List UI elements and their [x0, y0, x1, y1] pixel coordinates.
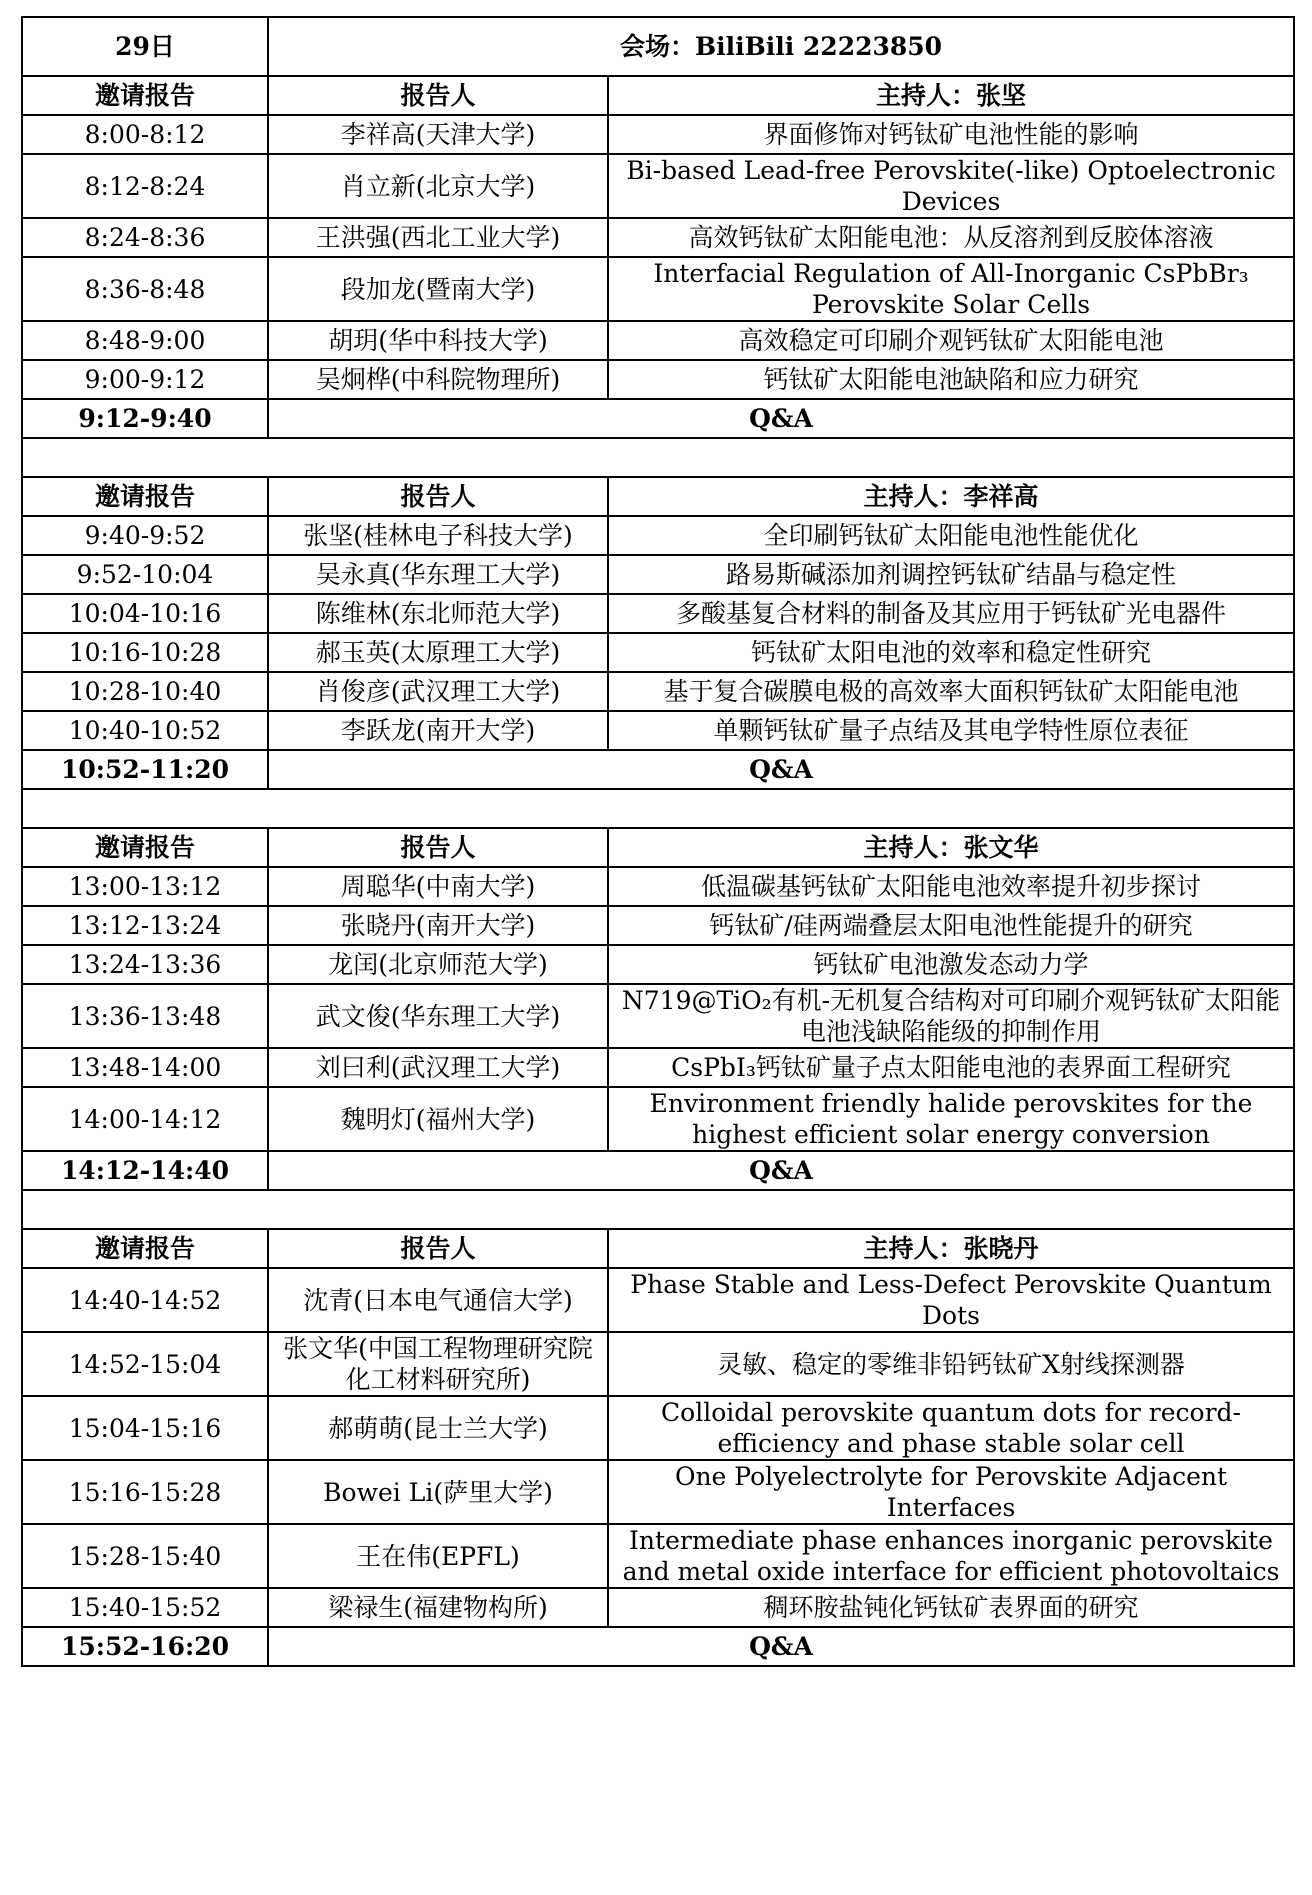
talk-speaker: 吴炯桦(中科院物理所) [268, 360, 608, 399]
col-header-invited-talk: 邀请报告 [22, 76, 268, 115]
talk-row [22, 1268, 1294, 1332]
talk-time: 8:36-8:48 [22, 257, 268, 321]
talk-title: N719@TiO₂有机-无机复合结构对可印刷介观钙钛矿太阳能电池浅缺陷能级的抑制作用 [608, 984, 1294, 1048]
col-header-speaker: 报告人 [268, 828, 608, 867]
talk-speaker: 肖俊彦(武汉理工大学) [268, 672, 608, 711]
talk-speaker: 肖立新(北京大学) [268, 154, 608, 218]
talk-title: 高效钙钛矿太阳能电池：从反溶剂到反胶体溶液 [608, 218, 1294, 257]
talk-title: Colloidal perovskite quantum dots for record-efficiency and phase stable solar cell [608, 1396, 1294, 1460]
qa-row [22, 750, 1294, 789]
talk-speaker: 张文华(中国工程物理研究院化工材料研究所) [268, 1332, 608, 1396]
talk-speaker: 龙闰(北京师范大学) [268, 945, 608, 984]
day-label: 29日 [22, 17, 268, 76]
talk-speaker: 王洪强(西北工业大学) [268, 218, 608, 257]
qa-label: Q&A [268, 399, 1294, 438]
session-header-row [22, 828, 1294, 867]
talk-time: 15:40-15:52 [22, 1588, 268, 1627]
col-header-host: 主持人：李祥高 [608, 477, 1294, 516]
talk-time: 8:12-8:24 [22, 154, 268, 218]
talk-title: 全印刷钙钛矿太阳能电池性能优化 [608, 516, 1294, 555]
qa-row [22, 1627, 1294, 1666]
talk-row [22, 867, 1294, 906]
talk-speaker: 魏明灯(福州大学) [268, 1087, 608, 1151]
talk-speaker: 沈青(日本电气通信大学) [268, 1268, 608, 1332]
talk-title: Intermediate phase enhances inorganic perovskite and metal oxide interface for efficient photovoltaics [608, 1524, 1294, 1588]
talk-row [22, 1588, 1294, 1627]
talk-row [22, 1460, 1294, 1524]
talk-speaker: 张坚(桂林电子科技大学) [268, 516, 608, 555]
talk-speaker: 武文俊(华东理工大学) [268, 984, 608, 1048]
talk-row [22, 555, 1294, 594]
talk-title: 钙钛矿太阳能电池缺陷和应力研究 [608, 360, 1294, 399]
talk-time: 13:12-13:24 [22, 906, 268, 945]
spacer-cell [22, 1190, 1294, 1229]
talk-row [22, 218, 1294, 257]
talk-time: 9:40-9:52 [22, 516, 268, 555]
talk-title: 路易斯碱添加剂调控钙钛矿结晶与稳定性 [608, 555, 1294, 594]
talk-title: 钙钛矿电池激发态动力学 [608, 945, 1294, 984]
qa-row [22, 1151, 1294, 1190]
talk-speaker: 张晓丹(南开大学) [268, 906, 608, 945]
col-header-speaker: 报告人 [268, 477, 608, 516]
spacer-cell [22, 789, 1294, 828]
session-header-row [22, 477, 1294, 516]
talk-speaker: 郝玉英(太原理工大学) [268, 633, 608, 672]
talk-row [22, 984, 1294, 1048]
col-header-host: 主持人：张文华 [608, 828, 1294, 867]
talk-title: 单颗钙钛矿量子点结及其电学特性原位表征 [608, 711, 1294, 750]
session-header-row [22, 76, 1294, 115]
talk-title: 界面修饰对钙钛矿电池性能的影响 [608, 115, 1294, 154]
talk-time: 13:00-13:12 [22, 867, 268, 906]
talk-time: 10:28-10:40 [22, 672, 268, 711]
talk-row [22, 906, 1294, 945]
talk-speaker: 周聪华(中南大学) [268, 867, 608, 906]
talk-time: 14:40-14:52 [22, 1268, 268, 1332]
session-spacer [22, 438, 1294, 477]
talk-speaker: 陈维林(东北师范大学) [268, 594, 608, 633]
qa-label: Q&A [268, 1151, 1294, 1190]
talk-time: 9:52-10:04 [22, 555, 268, 594]
qa-row [22, 399, 1294, 438]
talk-row [22, 633, 1294, 672]
talk-title: Bi-based Lead-free Perovskite(-like) Optoelectronic Devices [608, 154, 1294, 218]
talk-time: 10:04-10:16 [22, 594, 268, 633]
talk-row [22, 594, 1294, 633]
talk-time: 14:00-14:12 [22, 1087, 268, 1151]
talk-speaker: 李跃龙(南开大学) [268, 711, 608, 750]
talk-row [22, 1396, 1294, 1460]
col-header-host: 主持人：张坚 [608, 76, 1294, 115]
talk-speaker: 段加龙(暨南大学) [268, 257, 608, 321]
schedule-table [21, 16, 1295, 1667]
talk-row [22, 1048, 1294, 1087]
talk-row [22, 711, 1294, 750]
talk-time: 8:00-8:12 [22, 115, 268, 154]
talk-title: 低温碳基钙钛矿太阳能电池效率提升初步探讨 [608, 867, 1294, 906]
talk-row [22, 672, 1294, 711]
talk-time: 13:36-13:48 [22, 984, 268, 1048]
talk-speaker: 王在伟(EPFL) [268, 1524, 608, 1588]
talk-time: 13:48-14:00 [22, 1048, 268, 1087]
talk-speaker: 李祥高(天津大学) [268, 115, 608, 154]
col-header-invited-talk: 邀请报告 [22, 1229, 268, 1268]
talk-row [22, 115, 1294, 154]
talk-time: 10:40-10:52 [22, 711, 268, 750]
talk-time: 9:00-9:12 [22, 360, 268, 399]
talk-time: 13:24-13:36 [22, 945, 268, 984]
talk-row [22, 154, 1294, 218]
talk-row [22, 360, 1294, 399]
session-header-row [22, 1229, 1294, 1268]
qa-time: 9:12-9:40 [22, 399, 268, 438]
col-header-speaker: 报告人 [268, 1229, 608, 1268]
talk-time: 15:04-15:16 [22, 1396, 268, 1460]
qa-time: 15:52-16:20 [22, 1627, 268, 1666]
talk-speaker: 梁禄生(福建物构所) [268, 1588, 608, 1627]
talk-row [22, 1087, 1294, 1151]
talk-row [22, 321, 1294, 360]
title-row [22, 17, 1294, 76]
talk-title: 钙钛矿太阳电池的效率和稳定性研究 [608, 633, 1294, 672]
talk-title: Interfacial Regulation of All-Inorganic CsPbBr₃ Perovskite Solar Cells [608, 257, 1294, 321]
talk-time: 10:16-10:28 [22, 633, 268, 672]
talk-title: One Polyelectrolyte for Perovskite Adjacent Interfaces [608, 1460, 1294, 1524]
qa-time: 14:12-14:40 [22, 1151, 268, 1190]
talk-row [22, 257, 1294, 321]
talk-speaker: Bowei Li(萨里大学) [268, 1460, 608, 1524]
talk-time: 15:28-15:40 [22, 1524, 268, 1588]
talk-time: 14:52-15:04 [22, 1332, 268, 1396]
talk-title: 高效稳定可印刷介观钙钛矿太阳能电池 [608, 321, 1294, 360]
talk-row [22, 945, 1294, 984]
spacer-cell [22, 438, 1294, 477]
talk-row [22, 1332, 1294, 1396]
col-header-invited-talk: 邀请报告 [22, 828, 268, 867]
talk-title: Environment friendly halide perovskites for the highest efficient solar energy conversion [608, 1087, 1294, 1151]
qa-time: 10:52-11:20 [22, 750, 268, 789]
col-header-invited-talk: 邀请报告 [22, 477, 268, 516]
talk-title: 基于复合碳膜电极的高效率大面积钙钛矿太阳能电池 [608, 672, 1294, 711]
talk-time: 15:16-15:28 [22, 1460, 268, 1524]
qa-label: Q&A [268, 750, 1294, 789]
talk-time: 8:48-9:00 [22, 321, 268, 360]
talk-title: 多酸基复合材料的制备及其应用于钙钛矿光电器件 [608, 594, 1294, 633]
talk-time: 8:24-8:36 [22, 218, 268, 257]
talk-title: CsPbI₃钙钛矿量子点太阳能电池的表界面工程研究 [608, 1048, 1294, 1087]
col-header-speaker: 报告人 [268, 76, 608, 115]
talk-speaker: 吴永真(华东理工大学) [268, 555, 608, 594]
talk-row [22, 1524, 1294, 1588]
talk-speaker: 郝萌萌(昆士兰大学) [268, 1396, 608, 1460]
talk-title: 钙钛矿/硅两端叠层太阳电池性能提升的研究 [608, 906, 1294, 945]
session-spacer [22, 789, 1294, 828]
venue-label: 会场：BiliBili 22223850 [268, 17, 1294, 76]
talk-title: 稠环胺盐钝化钙钛矿表界面的研究 [608, 1588, 1294, 1627]
col-header-host: 主持人：张晓丹 [608, 1229, 1294, 1268]
qa-label: Q&A [268, 1627, 1294, 1666]
talk-title: Phase Stable and Less-Defect Perovskite Quantum Dots [608, 1268, 1294, 1332]
session-spacer [22, 1190, 1294, 1229]
talk-speaker: 胡玥(华中科技大学) [268, 321, 608, 360]
talk-speaker: 刘曰利(武汉理工大学) [268, 1048, 608, 1087]
talk-row [22, 516, 1294, 555]
talk-title: 灵敏、稳定的零维非铅钙钛矿X射线探测器 [608, 1332, 1294, 1396]
